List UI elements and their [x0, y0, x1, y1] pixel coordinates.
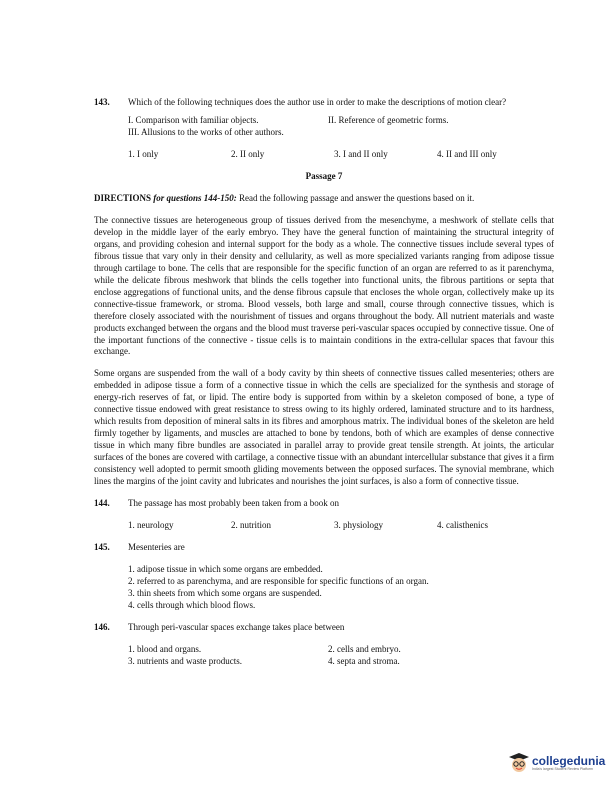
- question-number: 145.: [94, 542, 110, 553]
- exam-page: [94, 97, 554, 668]
- passage-paragraph: The connective tissues are heterogeneous group of tissues derived from the mesenchyme, a meshwork of stellate cells that develop in the middle layer of the early embryo. They have the general function of maintaining the structural integrity of organs, and providing cohesion and internal support for the body as a whole. The connective tissues include several types of fibrous tissue that vary only in their density and cellularity, as well as more specialized variants ranging from adipose tissue through cartilage to bone. The cells that are responsible for the specific function of an organ are referred to as it parenchyma, while the delicate fibrous meshwork that blinds the cells together into functional units, the fibrous partitions or septa that enclose aggregations of functional units, and the dense fibrous capsule that encloses the whole organ, collectively make up its connective-tissue framework, or stroma. Blood vessels, both large and small, course through connective tissues, which is therefore closely associated with the nourishment of tissues and organs throughout the body. All nutrient materials and waste products exchanged between the organs and the blood must traverse peri-vascular spaces occupied by connective tissue. One of the important functions of the connective - tissue cells is to maintain conditions in the extra-cellular spaces that favour this exchange.: [94, 214, 554, 357]
- directions: [94, 193, 554, 205]
- answer-option: 2. II only: [231, 148, 265, 159]
- answer-option: 1. blood and organs.: [128, 643, 202, 654]
- question-text: The passage has most probably been taken from a book on: [128, 498, 339, 509]
- statement-list: [128, 115, 554, 139]
- answer-options: [128, 564, 554, 612]
- question-number: 143.: [94, 97, 110, 107]
- directions-range: for questions 144-150:: [153, 192, 237, 203]
- answer-option: 2. cells and embryo.: [328, 643, 401, 654]
- answer-option: 4. II and III only: [437, 148, 497, 159]
- answer-option: 2. referred to as parenchyma, and are responsible for specific functions of an organ.: [128, 576, 429, 586]
- statement-item: III. Allusions to the works of other authors.: [128, 126, 284, 137]
- statement-item: II. Reference of geometric forms.: [328, 114, 449, 125]
- collegedunia-logo: [508, 752, 605, 774]
- directions-text: Read the following passage and answer the questions based on it.: [236, 192, 475, 203]
- answer-option: 4. calisthenics: [437, 520, 488, 531]
- answer-option: 1. adipose tissue in which some organs are embedded.: [128, 564, 323, 575]
- answer-option: 2. nutrition: [231, 520, 271, 531]
- directions-label: DIRECTIONS: [94, 192, 152, 203]
- answer-option: 1. neurology: [128, 520, 174, 531]
- answer-options: [128, 520, 554, 532]
- answer-option: 4. septa and stroma.: [328, 655, 400, 666]
- statement-item: I. Comparison with familiar objects.: [128, 114, 259, 125]
- question-145: [94, 542, 554, 554]
- answer-option: 4. cells through which blood flows.: [128, 599, 256, 610]
- answer-option: 3. physiology: [334, 520, 384, 531]
- answer-options: [128, 644, 554, 668]
- question-text: Mesenteries are: [128, 542, 185, 553]
- passage-title: Passage 7: [305, 170, 343, 181]
- question-text: Which of the following techniques does the author use in order to make the descriptions of motion clear?: [128, 97, 507, 107]
- answer-option: 3. I and II only: [334, 148, 388, 159]
- answer-option: 1. I only: [128, 148, 159, 159]
- logo-name: collegedunia: [532, 753, 606, 768]
- question-146: [94, 622, 554, 634]
- question-number: 146.: [94, 621, 110, 632]
- question-text: Through peri-vascular spaces exchange takes place between: [128, 621, 345, 632]
- question-number: 144.: [94, 498, 110, 509]
- question-143: [94, 97, 554, 109]
- logo-tagline: India's largest Student Review Platform: [532, 766, 593, 771]
- answer-options: [128, 149, 554, 161]
- question-144: [94, 498, 554, 510]
- answer-option: 3. nutrients and waste products.: [128, 655, 242, 666]
- answer-option: 3. thin sheets from which some organs are suspended.: [128, 587, 322, 598]
- graduate-mascot-icon: [508, 752, 530, 774]
- passage-paragraph: Some organs are suspended from the wall of a body cavity by thin sheets of connective tissues called mesenteries; others are embedded in adipose tissue a form of a connective tissue in which the cells are specialized for the synthesis and storage of energy-rich reserves of fat, or lipid. The entire body is supported from within by a skeleton composed of bone, a type of connective tissue endowed with great resistance to stress owing to its highly ordered, laminated structure and to its hardness, which results from deposition of mineral salts in its fibres and amorphous matrix. The individual bones of the skeleton are held firmly together by ligaments, and muscles are attached to bone by tendons, both of which are examples of dense connective tissue in which many fibre bundles are associated in parallel array to provide great tensile strength. At joints, the articular surfaces of the bones are covered with cartilage, a connective tissue with an abundant intercellular substance that gives it a firm consistency well adopted to permit smooth gliding movements between the opposed surfaces. The synovial membrane, which lines the margins of the joint cavity and lubricates and nourishes the joint surfaces, is also a form of connective tissue.: [94, 368, 554, 487]
